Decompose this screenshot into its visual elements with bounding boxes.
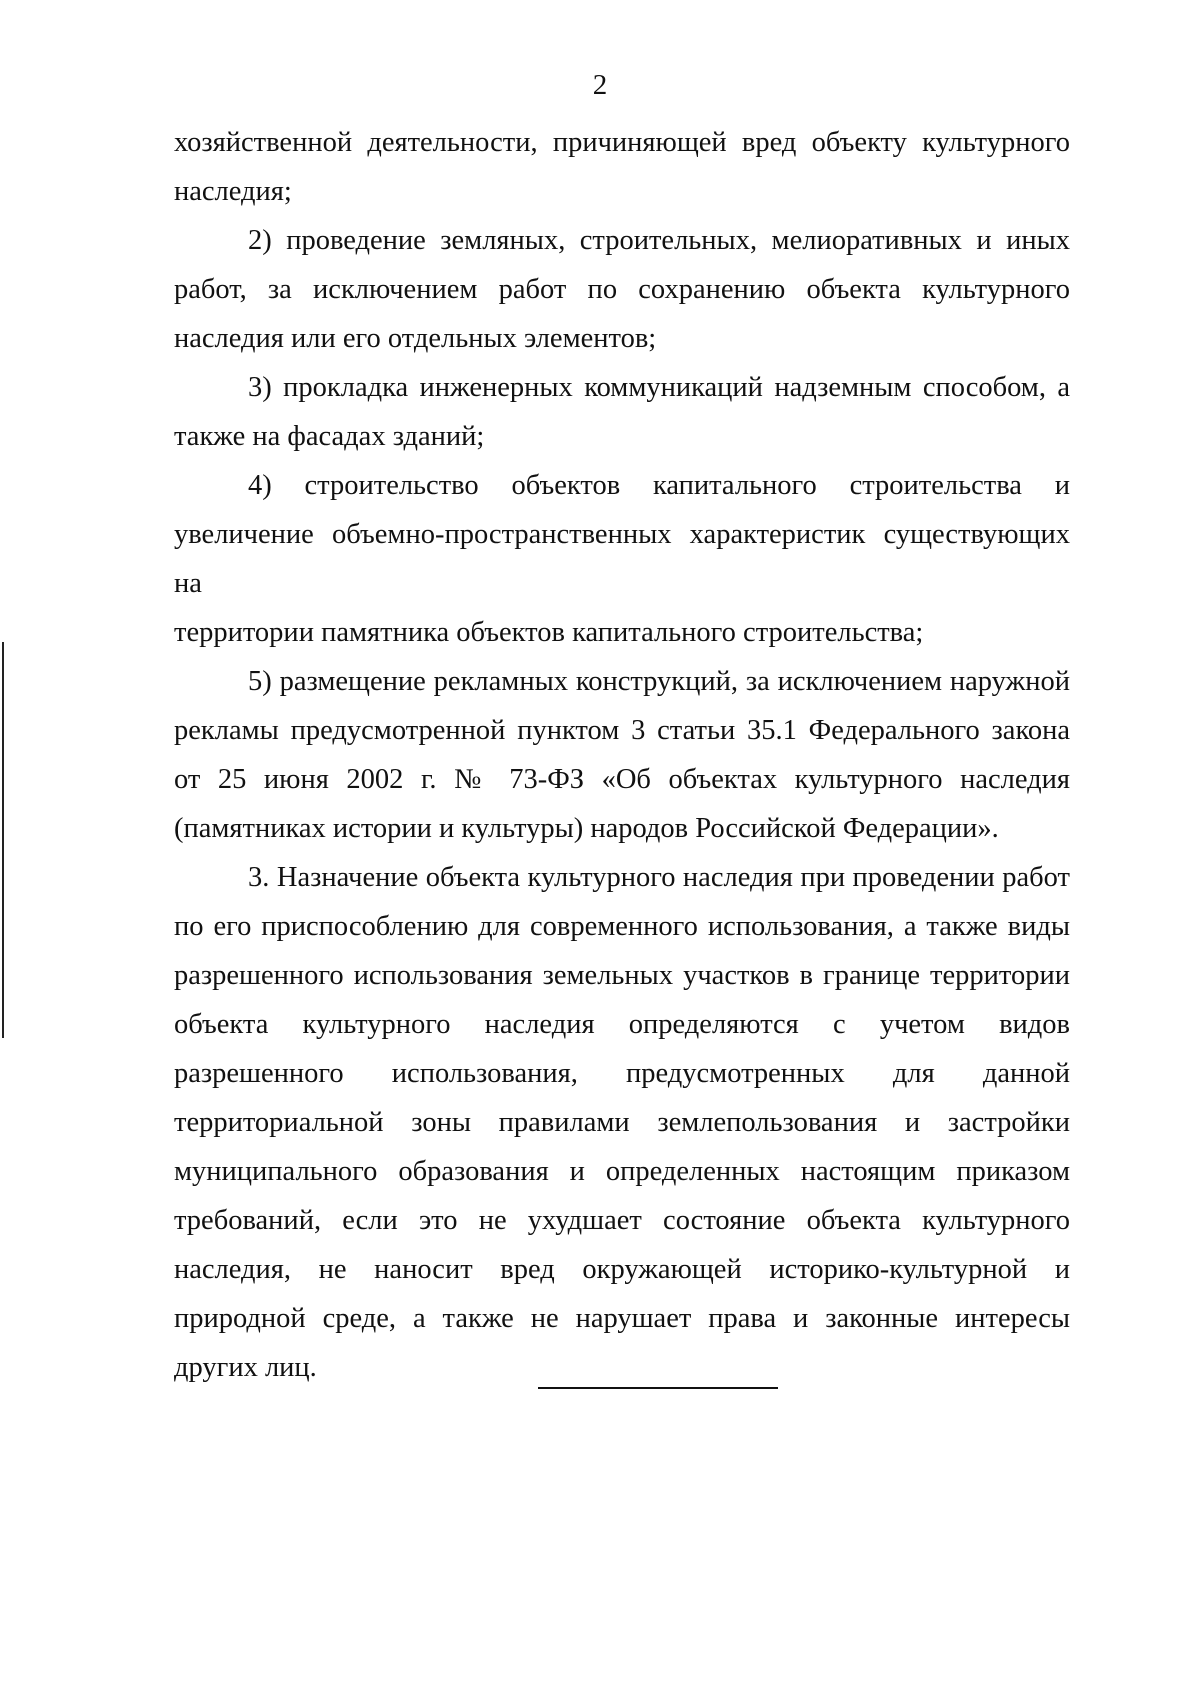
text-line: природной среде, а также не нарушает права и законные интересы <box>174 1303 1070 1334</box>
text-line: разрешенного использования, предусмотренных для данной <box>174 1058 1070 1089</box>
text-line: по его приспособлению для современного использования, а также виды <box>174 911 1070 942</box>
text-line: от 25 июня 2002 г. № 73-ФЗ «Об объектах культурного наследия <box>174 764 1070 795</box>
text-line: муниципального образования и определенных настоящим приказом <box>174 1156 1070 1187</box>
paragraph-item-3 <box>174 363 1070 461</box>
text-line: (памятниках истории и культуры) народов Российской Федерации». <box>174 813 999 844</box>
paragraph-continuation <box>174 118 1070 216</box>
page-number: 2 <box>592 69 608 101</box>
paragraph-item-4 <box>174 461 1070 657</box>
text-line: требований, если это не ухудшает состояние объекта культурного <box>174 1205 1070 1236</box>
paragraph-item-2 <box>174 216 1070 363</box>
paragraph-section-3 <box>174 853 1070 1392</box>
text-line: других лиц. <box>174 1352 317 1383</box>
text-line: территории памятника объектов капитального строительства; <box>174 617 924 648</box>
text-line: 2) проведение земляных, строительных, мелиоративных и иных <box>248 225 1070 256</box>
text-line: 3) прокладка инженерных коммуникаций надземным способом, а <box>248 372 1070 403</box>
text-line: также на фасадах зданий; <box>174 421 485 452</box>
text-line: 5) размещение рекламных конструкций, за исключением наружной <box>248 666 1070 697</box>
text-line: наследия или его отдельных элементов; <box>174 323 657 354</box>
text-line: 4) строительство объектов капитального строительства и <box>248 470 1070 501</box>
scan-margin-mark <box>2 642 4 1038</box>
text-line: разрешенного использования земельных участков в границе территории <box>174 960 1070 991</box>
end-of-text-rule <box>538 1387 778 1389</box>
text-line: рекламы предусмотренной пунктом 3 статьи 35.1 Федерального закона <box>174 715 1070 746</box>
text-line: работ, за исключением работ по сохранению объекта культурного <box>174 274 1070 305</box>
text-line: наследия, не наносит вред окружающей историко-культурной и <box>174 1254 1070 1285</box>
text-line: территориальной зоны правилами землепользования и застройки <box>174 1107 1070 1138</box>
text-line: объекта культурного наследия определяются с учетом видов <box>174 1009 1070 1040</box>
text-line: наследия; <box>174 176 292 207</box>
text-line: 3. Назначение объекта культурного наследия при проведении работ <box>248 862 1070 893</box>
text-line: увеличение объемно-пространственных характеристик существующих на <box>174 519 1070 599</box>
document-body <box>174 118 1070 1392</box>
text-line: хозяйственной деятельности, причиняющей вред объекту культурного <box>174 127 1070 158</box>
paragraph-item-5 <box>174 657 1070 853</box>
